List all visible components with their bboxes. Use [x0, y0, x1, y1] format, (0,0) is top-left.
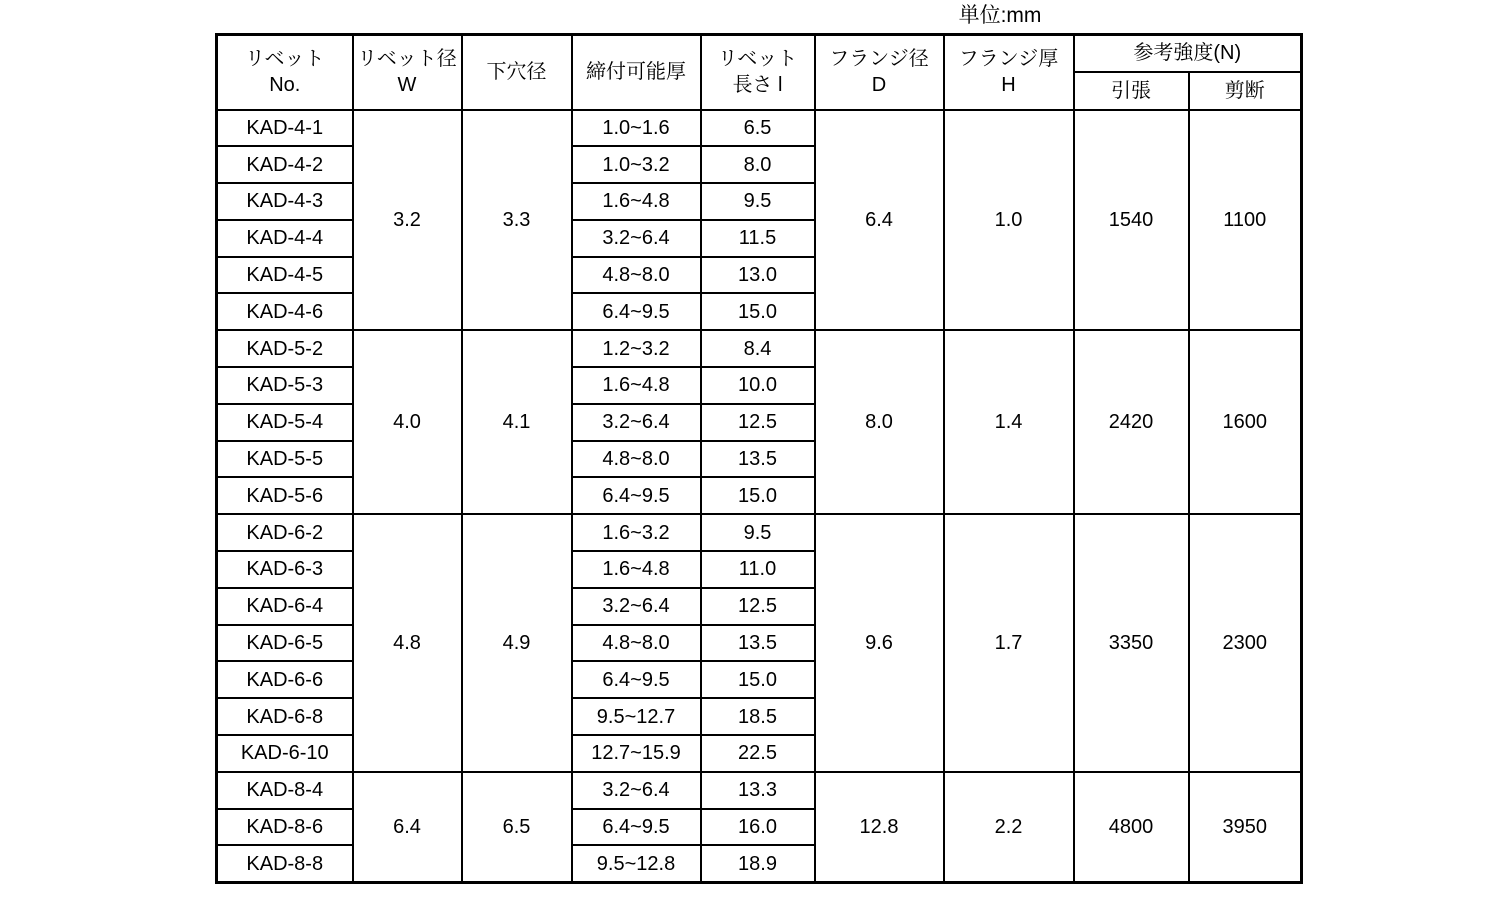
header-flange-thickness	[944, 35, 1074, 110]
rivet-length-cell: 13.0	[701, 257, 815, 294]
rivet-length-cell: 10.0	[701, 367, 815, 404]
rivet-length-cell: 9.5	[701, 514, 815, 551]
header-reference-strength: 参考強度(N)	[1074, 35, 1302, 72]
grip-range-cell: 1.6~3.2	[572, 514, 701, 551]
header-rivet-length	[701, 35, 815, 110]
rivet-no-cell: KAD-4-4	[217, 220, 353, 257]
grip-range-cell: 1.2~3.2	[572, 330, 701, 367]
rivet-no-cell: KAD-4-3	[217, 183, 353, 220]
tensile-cell: 2420	[1074, 330, 1189, 514]
rivet-no-cell: KAD-6-5	[217, 625, 353, 662]
rivet-length-cell: 18.9	[701, 845, 815, 882]
grip-range-cell: 6.4~9.5	[572, 809, 701, 846]
rivet-no-cell: KAD-4-6	[217, 293, 353, 330]
grip-range-cell: 4.8~8.0	[572, 625, 701, 662]
rivet-no-cell: KAD-4-1	[217, 110, 353, 147]
rivet-length-cell: 16.0	[701, 809, 815, 846]
rivet-no-cell: KAD-6-3	[217, 551, 353, 588]
header-grip-range-label: 締付可能厚	[586, 61, 686, 84]
grip-range-cell: 4.8~8.0	[572, 257, 701, 294]
tensile-cell: 3350	[1074, 514, 1189, 772]
rivet-length-cell: 12.5	[701, 588, 815, 625]
header-grip-range	[572, 35, 701, 110]
rivet-no-cell: KAD-6-10	[217, 735, 353, 772]
header-rivet-no-line1: リベット	[244, 48, 325, 71]
rivet-spec-table	[215, 33, 1303, 884]
header-flange-dia	[815, 35, 944, 110]
header-pilot-hole-label: 下穴径	[486, 61, 547, 84]
rivet-no-cell: KAD-5-4	[217, 404, 353, 441]
grip-range-cell: 1.6~4.8	[572, 183, 701, 220]
shear-cell: 1100	[1189, 110, 1302, 331]
rivet-length-cell: 15.0	[701, 477, 815, 514]
shear-cell: 1600	[1189, 330, 1302, 514]
rivet-length-cell: 18.5	[701, 698, 815, 735]
flange-thickness-cell: 2.2	[944, 772, 1074, 882]
flange-thickness-cell: 1.7	[944, 514, 1074, 772]
rivet-no-cell: KAD-6-2	[217, 514, 353, 551]
grip-range-cell: 6.4~9.5	[572, 293, 701, 330]
flange-thickness-cell: 1.0	[944, 110, 1074, 331]
header-shear: 剪断	[1189, 72, 1302, 110]
rivet-length-cell: 8.4	[701, 330, 815, 367]
rivet-no-cell: KAD-6-6	[217, 661, 353, 698]
shear-cell: 2300	[1189, 514, 1302, 772]
table-row	[217, 514, 1302, 551]
header-rivet-dia-line1: リベット径	[357, 48, 457, 71]
grip-range-cell: 1.0~1.6	[572, 110, 701, 147]
flange-dia-cell: 6.4	[815, 110, 944, 331]
flange-dia-cell: 9.6	[815, 514, 944, 772]
grip-range-cell: 3.2~6.4	[572, 772, 701, 809]
rivet-length-cell: 13.3	[701, 772, 815, 809]
header-flange-thickness-line1: フランジ厚	[958, 48, 1059, 71]
header-rivet-length-line2: 長さ l	[732, 74, 783, 97]
rivet-length-cell: 13.5	[701, 441, 815, 478]
header-row-1	[217, 35, 1302, 72]
flange-thickness-cell: 1.4	[944, 330, 1074, 514]
rivet-length-cell: 11.0	[701, 551, 815, 588]
rivet-no-cell: KAD-5-3	[217, 367, 353, 404]
rivet-no-cell: KAD-5-5	[217, 441, 353, 478]
rivet-length-cell: 15.0	[701, 293, 815, 330]
grip-range-cell: 9.5~12.8	[572, 845, 701, 882]
header-flange-dia-line2: D	[871, 74, 887, 97]
rivet-no-cell: KAD-5-6	[217, 477, 353, 514]
unit-label: 単位:mm	[958, 4, 1042, 27]
flange-dia-cell: 12.8	[815, 772, 944, 882]
tensile-cell: 4800	[1074, 772, 1189, 882]
grip-range-cell: 4.8~8.0	[572, 441, 701, 478]
flange-dia-cell: 8.0	[815, 330, 944, 514]
rivet-length-cell: 6.5	[701, 110, 815, 147]
header-rivet-dia	[353, 35, 462, 110]
grip-range-cell: 9.5~12.7	[572, 698, 701, 735]
rivet-no-cell: KAD-8-8	[217, 845, 353, 882]
header-rivet-no-line2: No.	[269, 74, 301, 97]
grip-range-cell: 3.2~6.4	[572, 404, 701, 441]
table-row	[217, 772, 1302, 809]
grip-range-cell: 1.6~4.8	[572, 551, 701, 588]
rivet-no-cell: KAD-6-4	[217, 588, 353, 625]
header-rivet-no	[217, 35, 353, 110]
rivet-length-cell: 11.5	[701, 220, 815, 257]
rivet-length-cell: 8.0	[701, 146, 815, 183]
pilot-hole-cell: 4.1	[462, 330, 572, 514]
rivet-no-cell: KAD-8-4	[217, 772, 353, 809]
grip-range-cell: 6.4~9.5	[572, 661, 701, 698]
tensile-cell: 1540	[1074, 110, 1189, 331]
header-flange-thickness-line2: H	[1001, 74, 1016, 97]
rivet-no-cell: KAD-6-8	[217, 698, 353, 735]
grip-range-cell: 12.7~15.9	[572, 735, 701, 772]
rivet-no-cell: KAD-5-2	[217, 330, 353, 367]
pilot-hole-cell: 3.3	[462, 110, 572, 331]
rivet-no-cell: KAD-4-2	[217, 146, 353, 183]
rivet-no-cell: KAD-4-5	[217, 257, 353, 294]
grip-range-cell: 6.4~9.5	[572, 477, 701, 514]
table-row	[217, 330, 1302, 367]
rivet-length-cell: 22.5	[701, 735, 815, 772]
rivet-length-cell: 9.5	[701, 183, 815, 220]
rivet-no-cell: KAD-8-6	[217, 809, 353, 846]
pilot-hole-cell: 4.9	[462, 514, 572, 772]
header-pilot-hole	[462, 35, 572, 110]
grip-range-cell: 3.2~6.4	[572, 220, 701, 257]
header-rivet-dia-line2: W	[397, 74, 417, 97]
rivet-dia-cell: 6.4	[353, 772, 462, 882]
rivet-length-cell: 12.5	[701, 404, 815, 441]
rivet-dia-cell: 4.0	[353, 330, 462, 514]
grip-range-cell: 3.2~6.4	[572, 588, 701, 625]
header-tensile: 引張	[1074, 72, 1189, 110]
header-flange-dia-line1: フランジ径	[829, 48, 929, 71]
table-row	[217, 110, 1302, 147]
grip-range-cell: 1.6~4.8	[572, 367, 701, 404]
shear-cell: 3950	[1189, 772, 1302, 882]
grip-range-cell: 1.0~3.2	[572, 146, 701, 183]
rivet-length-cell: 13.5	[701, 625, 815, 662]
rivet-dia-cell: 3.2	[353, 110, 462, 331]
rivet-dia-cell: 4.8	[353, 514, 462, 772]
rivet-length-cell: 15.0	[701, 661, 815, 698]
pilot-hole-cell: 6.5	[462, 772, 572, 882]
header-rivet-length-line1: リベット	[717, 48, 798, 71]
